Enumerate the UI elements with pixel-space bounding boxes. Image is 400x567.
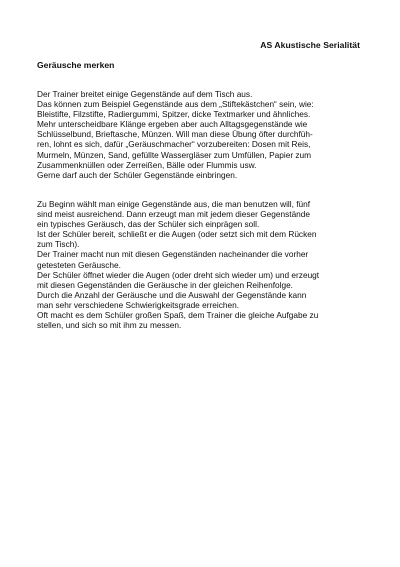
paragraph-line: stellen, und sich so mit ihm zu messen. bbox=[37, 320, 182, 331]
paragraph-line: Ist der Schüler bereit, schließt er die Augen (oder setzt sich mit dem Rücken bbox=[37, 229, 317, 240]
paragraph-line: Zusammenknüllen oder Zerreißen, Bälle oder Flummis usw. bbox=[37, 159, 257, 170]
paragraph-line: Murmeln, Münzen, Sand, gefüllte Wassergläser zum Umfüllen, Papier zum bbox=[37, 149, 312, 160]
paragraph-line: Der Schüler öffnet wieder die Augen (oder dreht sich wieder um) und erzeugt bbox=[37, 269, 320, 280]
paragraph-line: Oft macht es dem Schüler großen Spaß, dem Trainer die gleiche Aufgabe zu bbox=[37, 310, 319, 321]
paragraph-line: Gerne darf auch der Schüler Gegenstände einbringen. bbox=[37, 169, 238, 180]
paragraph-line: Bleistifte, Filzstifte, Radiergummi, Spitzer, dicke Textmarker und ähnliches. bbox=[37, 109, 311, 120]
paragraph-line: mit diesen Gegenständen die Geräusche in der gleichen Reihenfolge. bbox=[37, 279, 293, 290]
paragraph-line: ein typisches Geräusch, das der Schüler sich einprägen soll. bbox=[37, 219, 260, 230]
paragraph-line: Schlüsselbund, Brieftasche, Münzen. Will man diese Übung öfter durchfüh- bbox=[37, 129, 313, 140]
paragraph-line: Mehr unterscheidbare Klänge ergeben aber auch Alltagsgegenstände wie bbox=[37, 119, 308, 130]
paragraph-line: getesteten Geräusche. bbox=[37, 259, 121, 270]
paragraph-line: ren, lohnt es sich, dafür „Geräuschmacher“ vorzubereiten: Dosen mit Reis, bbox=[37, 139, 311, 150]
paragraph-line: Zu Beginn wählt man einige Gegenstände aus, die man benutzen will, fünf bbox=[37, 199, 311, 209]
paragraph-procedure bbox=[37, 199, 367, 330]
document-header-title: AS Akustische Serialität bbox=[260, 40, 360, 50]
paragraph-line: man sehr verschiedene Schwierigkeitsgrade erreichen. bbox=[37, 299, 239, 310]
paragraph-line: Der Trainer breitet einige Gegenstände auf dem Tisch aus. bbox=[37, 89, 253, 99]
paragraph-line: sind meist ausreichend. Dann erzeugt man mit jedem dieser Gegenstände bbox=[37, 209, 311, 220]
paragraph-line: Der Trainer macht nun mit diesen Gegenständen nacheinander die vorher bbox=[37, 249, 309, 260]
paragraph-materials bbox=[37, 89, 367, 180]
section-title: Geräusche merken bbox=[37, 60, 115, 70]
paragraph-line: Das können zum Beispiel Gegenstände aus dem „Stiftekästchen“ sein, wie: bbox=[37, 99, 314, 110]
paragraph-line: zum Tisch). bbox=[37, 239, 80, 250]
paragraph-line: Durch die Anzahl der Geräusche und die Auswahl der Gegenstände kann bbox=[37, 289, 307, 300]
